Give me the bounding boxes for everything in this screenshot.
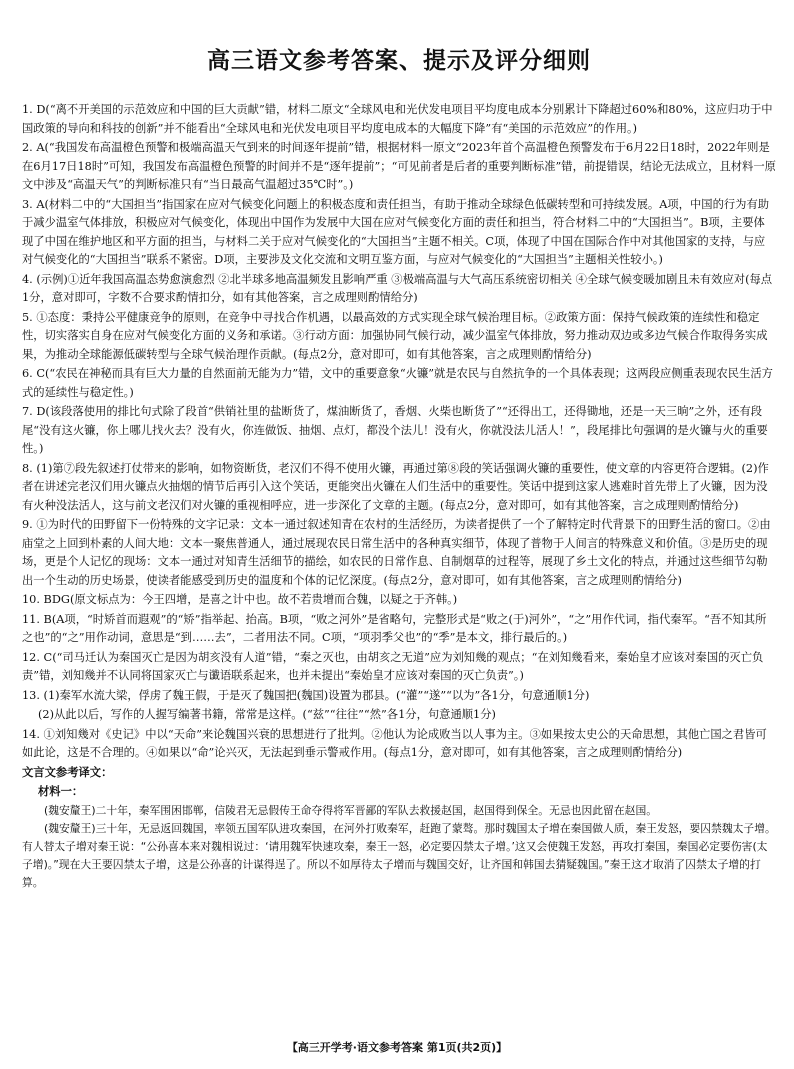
translation-paragraph-1: (魏安釐王)二十年，秦军围困邯郸，信陵君无忌假传王命夺得将军晋鄙的军队去救援赵国，赵国得到保全。无忌也因此留在赵国。 (44, 803, 658, 817)
answer-item-10: 10. BDG(原文标点为：今王四增，是喜之计中也。故不若贵增而合魏，以疑之于齐韩。) (22, 593, 458, 606)
answer-item-12: 12. C(“司马迁认为秦国灭亡是因为胡亥没有人道”错，“秦之灭也，由胡亥之无道”应为刘知幾的观点；“在刘知幾看来，秦始皇才应该对秦国的灭亡负责”错，刘知幾并不认同将国家灭亡与谶语联系起来，也并未提出“秦始皇才应该对秦国的灭亡负责”。) (22, 650, 764, 682)
page-title: 高三语文参考答案、提示及评分细则 (207, 48, 591, 74)
page-footer: 【高三开学考·语文参考答案 第1页(共2页)】 (286, 1041, 508, 1054)
translation-paragraph-2: (魏安釐王)三十年，无忌返回魏国，率领五国军队进攻秦国，在河外打败秦军，赶跑了蒙骜。那时魏国太子增在秦国做人质，秦王发怒，要囚禁魏太子增。有人替太子增对秦王说：“公孙喜本来对魏相说过：‘请用魏军快速攻秦，秦王一怒，必定要囚禁太子增。’这又会使魏王发怒，再攻打秦国，秦国必定要伤害(太子增)。”现在大王要囚禁太子增，这是公孙喜的计谋得逞了。所以不如厚待太子增而与魏国交好，让齐国和韩国去猜疑魏国。”秦王这才取消了囚禁太子增的打算。 (22, 821, 776, 889)
answer-item-13-2: (2)从此以后，写作的人握写编著书籍，常常是这样。(“兹”“往往”“然”各1分，句意通顺1分) (38, 708, 496, 721)
translation-heading: 文言文参考译文： (22, 765, 113, 779)
answer-item-4: 4. (示例)①近年我国高温态势愈演愈烈 ②北半球多地高温频发且影响严重 ③极端高温与大气高压系统密切相关 ④全球气候变暖加剧且未有效应对(每点1分，意对即可，字数不合要求酌情扣分，如有其他答案，言之成理则酌情给分) (22, 272, 773, 304)
answer-item-3: 3. A(材料二中的“大国担当”指国家在应对气候变化问题上的积极态度和责任担当，有助于推动全球绿色低碳转型和可持续发展。A项，中国的行为有助于减少温室气体排放，积极应对气候变化，体现出中国作为发展中大国在应对气候变化方面的责任和担当，符合材料二中的“大国担当”。B项，主要体现了中国在维护地区和平方面的担当，与材料二关于应对气候变化的“大国担当”主题不相关。C项，体现了中国在国际合作中对其他国家的支持，与应对气候变化的“大国担当”联系不紧密。D项，主要涉及文化交流和文明互鉴方面，与应对气候变化的“大国担当”主题相关性较小。) (22, 197, 770, 266)
answer-item-8: 8. (1)第⑦段先叙述打仗带来的影响，如物资断货，老汉们不得不使用火镰，再通过第⑧段的笑话强调火镰的重要性，使文章的内容更符合逻辑。(2)作者在讲述完老汉们用火镰点火抽烟的情节后再引入这个笑话，更能突出火镰在人们生活中的重要性。笑话中提到这家人逃难时首先带上了火镰，因为没有火种没法活人，这与前文老汉们对火镰的重视相呼应，进一步深化了文章的主题。(每点2分，意对即可，如有其他答案，言之成理则酌情给分) (22, 461, 769, 512)
answer-item-1: 1. D(“离不开美国的示范效应和中国的巨大贡献”错，材料二原文“全球风电和光伏发电项目平均度电成本分别累计下降超过60%和80%，这应归功于中国政策的导向和科技的创新”并不能看出“全球风电和光伏发电项目平均度电成本的大幅度下降”有“美国的示范效应”的作用。) (22, 103, 773, 135)
answer-item-13-1: 13. (1)秦军水流大梁，俘虏了魏王假，于是灭了魏国把(魏国)设置为郡县。(“灌”“遂”“以为”各1分，句意通顺1分) (22, 688, 590, 702)
answer-list (22, 101, 776, 892)
answer-item-6: 6. C(“农民在神秘而具有巨大力量的自然面前无能为力”错，文中的重要意象“火镰”就是农民与自然抗争的一个具体表现；这两段应侧重表现农民生活方式的延续性与稳定性。) (22, 367, 773, 399)
material-heading: 材料一： (38, 785, 84, 798)
answer-item-7: 7. D(该段落使用的排比句式除了段首“供销社里的盐断货了，煤油断货了，香烟、火柴也断货了”“还得出工，还得锄地，还是一天三晌”之外，还有段尾“没有这火镰，你上哪儿找火去？没有火，你连做饭、抽烟、点灯，都没个法儿！没有火，你就没法儿活人！”，段尾排比句强调的是火镰与火的重要性。) (22, 405, 768, 455)
answer-item-5: 5. ①态度：秉持公平健康竞争的原则，在竞争中寻找合作机遇，以最高效的方式实现全球气候治理目标。②政策方面：保持气候政策的连续性和稳定性，切实落实自身在应对气候变化方面的义务和承诺。③行动方面：加强协同气候行动，减少温室气体排放，努力推动双边或多边气候合作取得务实成果，为推动全球能源低碳转型与全球气候治理作贡献。(每点2分，意对即可，如有其他答案，言之成理则酌情给分) (22, 310, 768, 361)
answer-item-14: 14. ①刘知幾对《史记》中以“天命”来论魏国兴衰的思想进行了批判。②他认为论成败当以人事为主。③如果按太史公的天命思想，其他亡国之君皆可如此论，这是不合理的。④如果以“命”论兴灭，无法起到垂示警戒作用。(每点1分，意对即可，如有其他答案，言之成理则酌情给分) (22, 727, 767, 759)
answer-item-9: 9. ①为时代的田野留下一份特殊的文字记录：文本一通过叙述知青在农村的生活经历，为读者提供了一个了解特定时代背景下的田野生活的窗口。②由庙堂之上回到朴素的人间大地：文本一聚焦普通人，通过展现农民日常生活中的各种真实细节，体现了普物于人间言的特殊意义和价值。③是历史的现场，更是个人记忆的现场：文本一通过对知青生活细节的描绘，如农民的日常作息、自制烟草的过程等，展现了乡土文化的特点，并通过这些细节勾勒出一个生动的历史场景，使读者能感受到历史的温度和个体的记忆深度。(每点2分，意对即可，如有其他答案，言之成理则酌情给分) (22, 518, 771, 587)
answer-item-2: 2. A(“我国发布高温橙色预警和极端高温天气到来的时间逐年提前”错，根据材料一原文“2023年首个高温橙色预警发布于6月22日18时，2022年则是在6月17日18时”可知，我国发布高温橙色预警的时间并不是“逐年提前”；“可见前者是后者的重要判断标准”错，前提错误，结论无法成立，且材料一原文中涉及“高温天气”的判断标准只有“当日最高气温超过35℃时”。) (22, 141, 776, 191)
answer-item-11: 11. B(A项，“时矫首而遐观”的“矫”指举起、抬高。B项，“败之河外”是省略句，完整形式是“败之(于)河外”，“之”用作代词，指代秦军。“吾不知其所之也”的“之”用作动词，意思是“到……去”，二者用法不同。C项，“项羽季父也”的“季”是本文，排行最后的。) (22, 612, 767, 644)
